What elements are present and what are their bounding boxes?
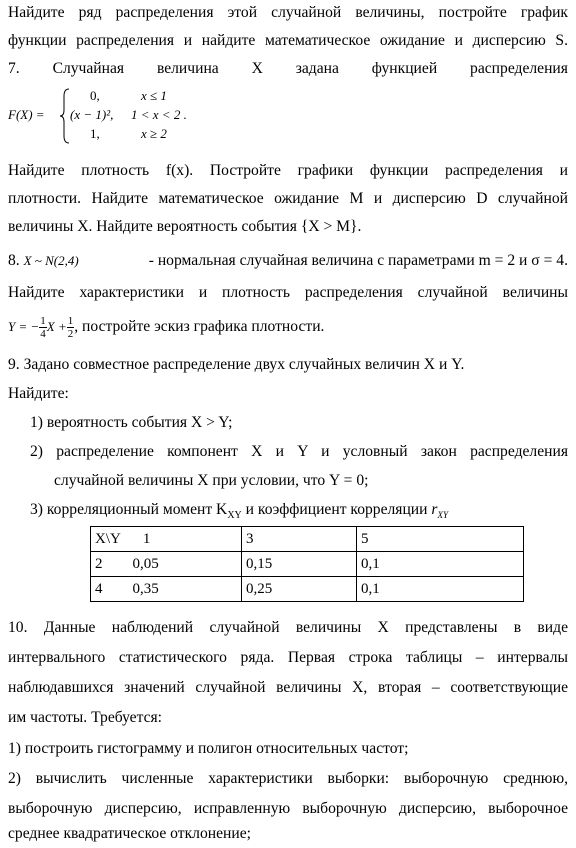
table-cell bbox=[91, 527, 242, 552]
task-7-heading bbox=[8, 58, 568, 80]
table-cell bbox=[91, 552, 242, 577]
task-8-line bbox=[8, 250, 568, 272]
text-line: 2) вычислить численные характеристики выборки: выборочную среднюю, bbox=[8, 770, 568, 787]
cell-text: 1 bbox=[142, 530, 151, 547]
case-1-condition: x ≤ 1 bbox=[141, 88, 167, 103]
text-line: наблюдавшихся значений случайной величины X, вторая – соответствующие bbox=[8, 679, 568, 696]
table-cell: 5 bbox=[357, 527, 524, 552]
fraction-one-quarter bbox=[39, 315, 47, 340]
text-line: Найдите ряд распределения этой случайной величины, постройте график bbox=[8, 4, 568, 21]
text-line: им частоты. Требуется: bbox=[8, 709, 163, 726]
formula-part: Y = − bbox=[8, 319, 40, 334]
text-line: 9. Задано совместное распределение двух случайных величин X и Y. bbox=[8, 356, 465, 373]
denominator: 4 bbox=[40, 327, 46, 340]
table-cell: 0,25 bbox=[242, 577, 357, 602]
text-span: - нормальная случайная величина с параметрами m = 2 и σ = 4. bbox=[148, 252, 568, 269]
list-item-continuation: случайной величины X при условии, что Y = 0; bbox=[54, 472, 369, 489]
piecewise-formula bbox=[8, 86, 228, 146]
left-brace bbox=[60, 88, 70, 144]
symbol: r bbox=[431, 501, 438, 518]
text-line: функции распределения и найдите математическое ожидание и дисперсию S. bbox=[8, 32, 568, 49]
cell-text: 0,05 bbox=[132, 555, 159, 572]
text-line: Найдите: bbox=[8, 385, 69, 402]
table-cell: 3 bbox=[242, 527, 357, 552]
table-cell bbox=[91, 577, 242, 602]
cell-text: 4 bbox=[95, 580, 103, 597]
word: задана bbox=[295, 60, 339, 77]
table-row bbox=[91, 577, 524, 602]
text-line: интервального статистического ряда. Первая строка таблицы – интервалы bbox=[8, 649, 568, 666]
cell-text: X\Y bbox=[95, 530, 121, 547]
text-line: 10. Данные наблюдений случайной величины X представлены в виде bbox=[8, 619, 568, 636]
cell-text: 0,35 bbox=[132, 580, 159, 597]
list-item bbox=[30, 499, 568, 527]
denominator: 2 bbox=[67, 327, 74, 340]
word: Случайная bbox=[52, 60, 125, 77]
text-span: и коэффициент корреляции bbox=[241, 501, 432, 518]
formula-part: X + bbox=[46, 319, 67, 334]
text-line: Найдите плотность f(x). Постройте графики функции распределения и bbox=[8, 162, 568, 179]
cell-text: 2 bbox=[95, 555, 103, 572]
numerator: 1 bbox=[67, 314, 74, 327]
case-3-condition: x ≥ 2 bbox=[141, 126, 167, 141]
task-8-formula-line bbox=[8, 312, 568, 342]
case-3-value: 1, bbox=[90, 126, 100, 141]
text-line: выборочную дисперсию, исправленную выборочную дисперсию, выборочное bbox=[8, 800, 568, 817]
word: распределения bbox=[470, 60, 568, 77]
table-header-row bbox=[91, 527, 524, 552]
case-2-condition: 1 < x < 2 . bbox=[131, 107, 187, 122]
text-line: величины X. Найдите вероятность события {X > M}. bbox=[8, 218, 362, 235]
list-item: 2) распределение компонент X и Y и условный закон распределения bbox=[30, 443, 568, 460]
joint-distribution-table bbox=[90, 526, 524, 602]
text-span: , постройте эскиз графика плотности. bbox=[74, 318, 325, 335]
task-number: 8. bbox=[8, 252, 20, 269]
table-cell: 0,15 bbox=[242, 552, 357, 577]
task-number: 7. bbox=[8, 60, 20, 77]
normal-notation: X ~ N(2,4) bbox=[23, 253, 79, 268]
table-cell: 0,1 bbox=[357, 552, 524, 577]
text-line: Найдите характеристики и плотность распределения случайной величины bbox=[8, 284, 568, 301]
text-line: среднее квадратическое отклонение; bbox=[8, 825, 251, 842]
case-1-value: 0, bbox=[90, 88, 100, 103]
word: функцией bbox=[371, 60, 438, 77]
formula-lhs: F(X) = bbox=[8, 107, 45, 122]
text-line: плотности. Найдите математическое ожидание M и дисперсию D случайной bbox=[8, 190, 568, 207]
subscript: XY bbox=[227, 510, 242, 522]
table-cell: 0,1 bbox=[357, 577, 524, 602]
list-item: 1) вероятность события X > Y; bbox=[30, 414, 233, 431]
case-2-value: (x − 1)², bbox=[70, 107, 114, 122]
table-row bbox=[91, 552, 524, 577]
text-span: 3) корреляционный момент K bbox=[30, 501, 228, 518]
subscript: XY bbox=[437, 510, 448, 521]
text-line: 1) построить гистограмму и полигон относительных частот; bbox=[8, 740, 409, 757]
word: X bbox=[251, 60, 263, 77]
word: величина bbox=[156, 60, 219, 77]
numerator: 1 bbox=[40, 314, 46, 327]
